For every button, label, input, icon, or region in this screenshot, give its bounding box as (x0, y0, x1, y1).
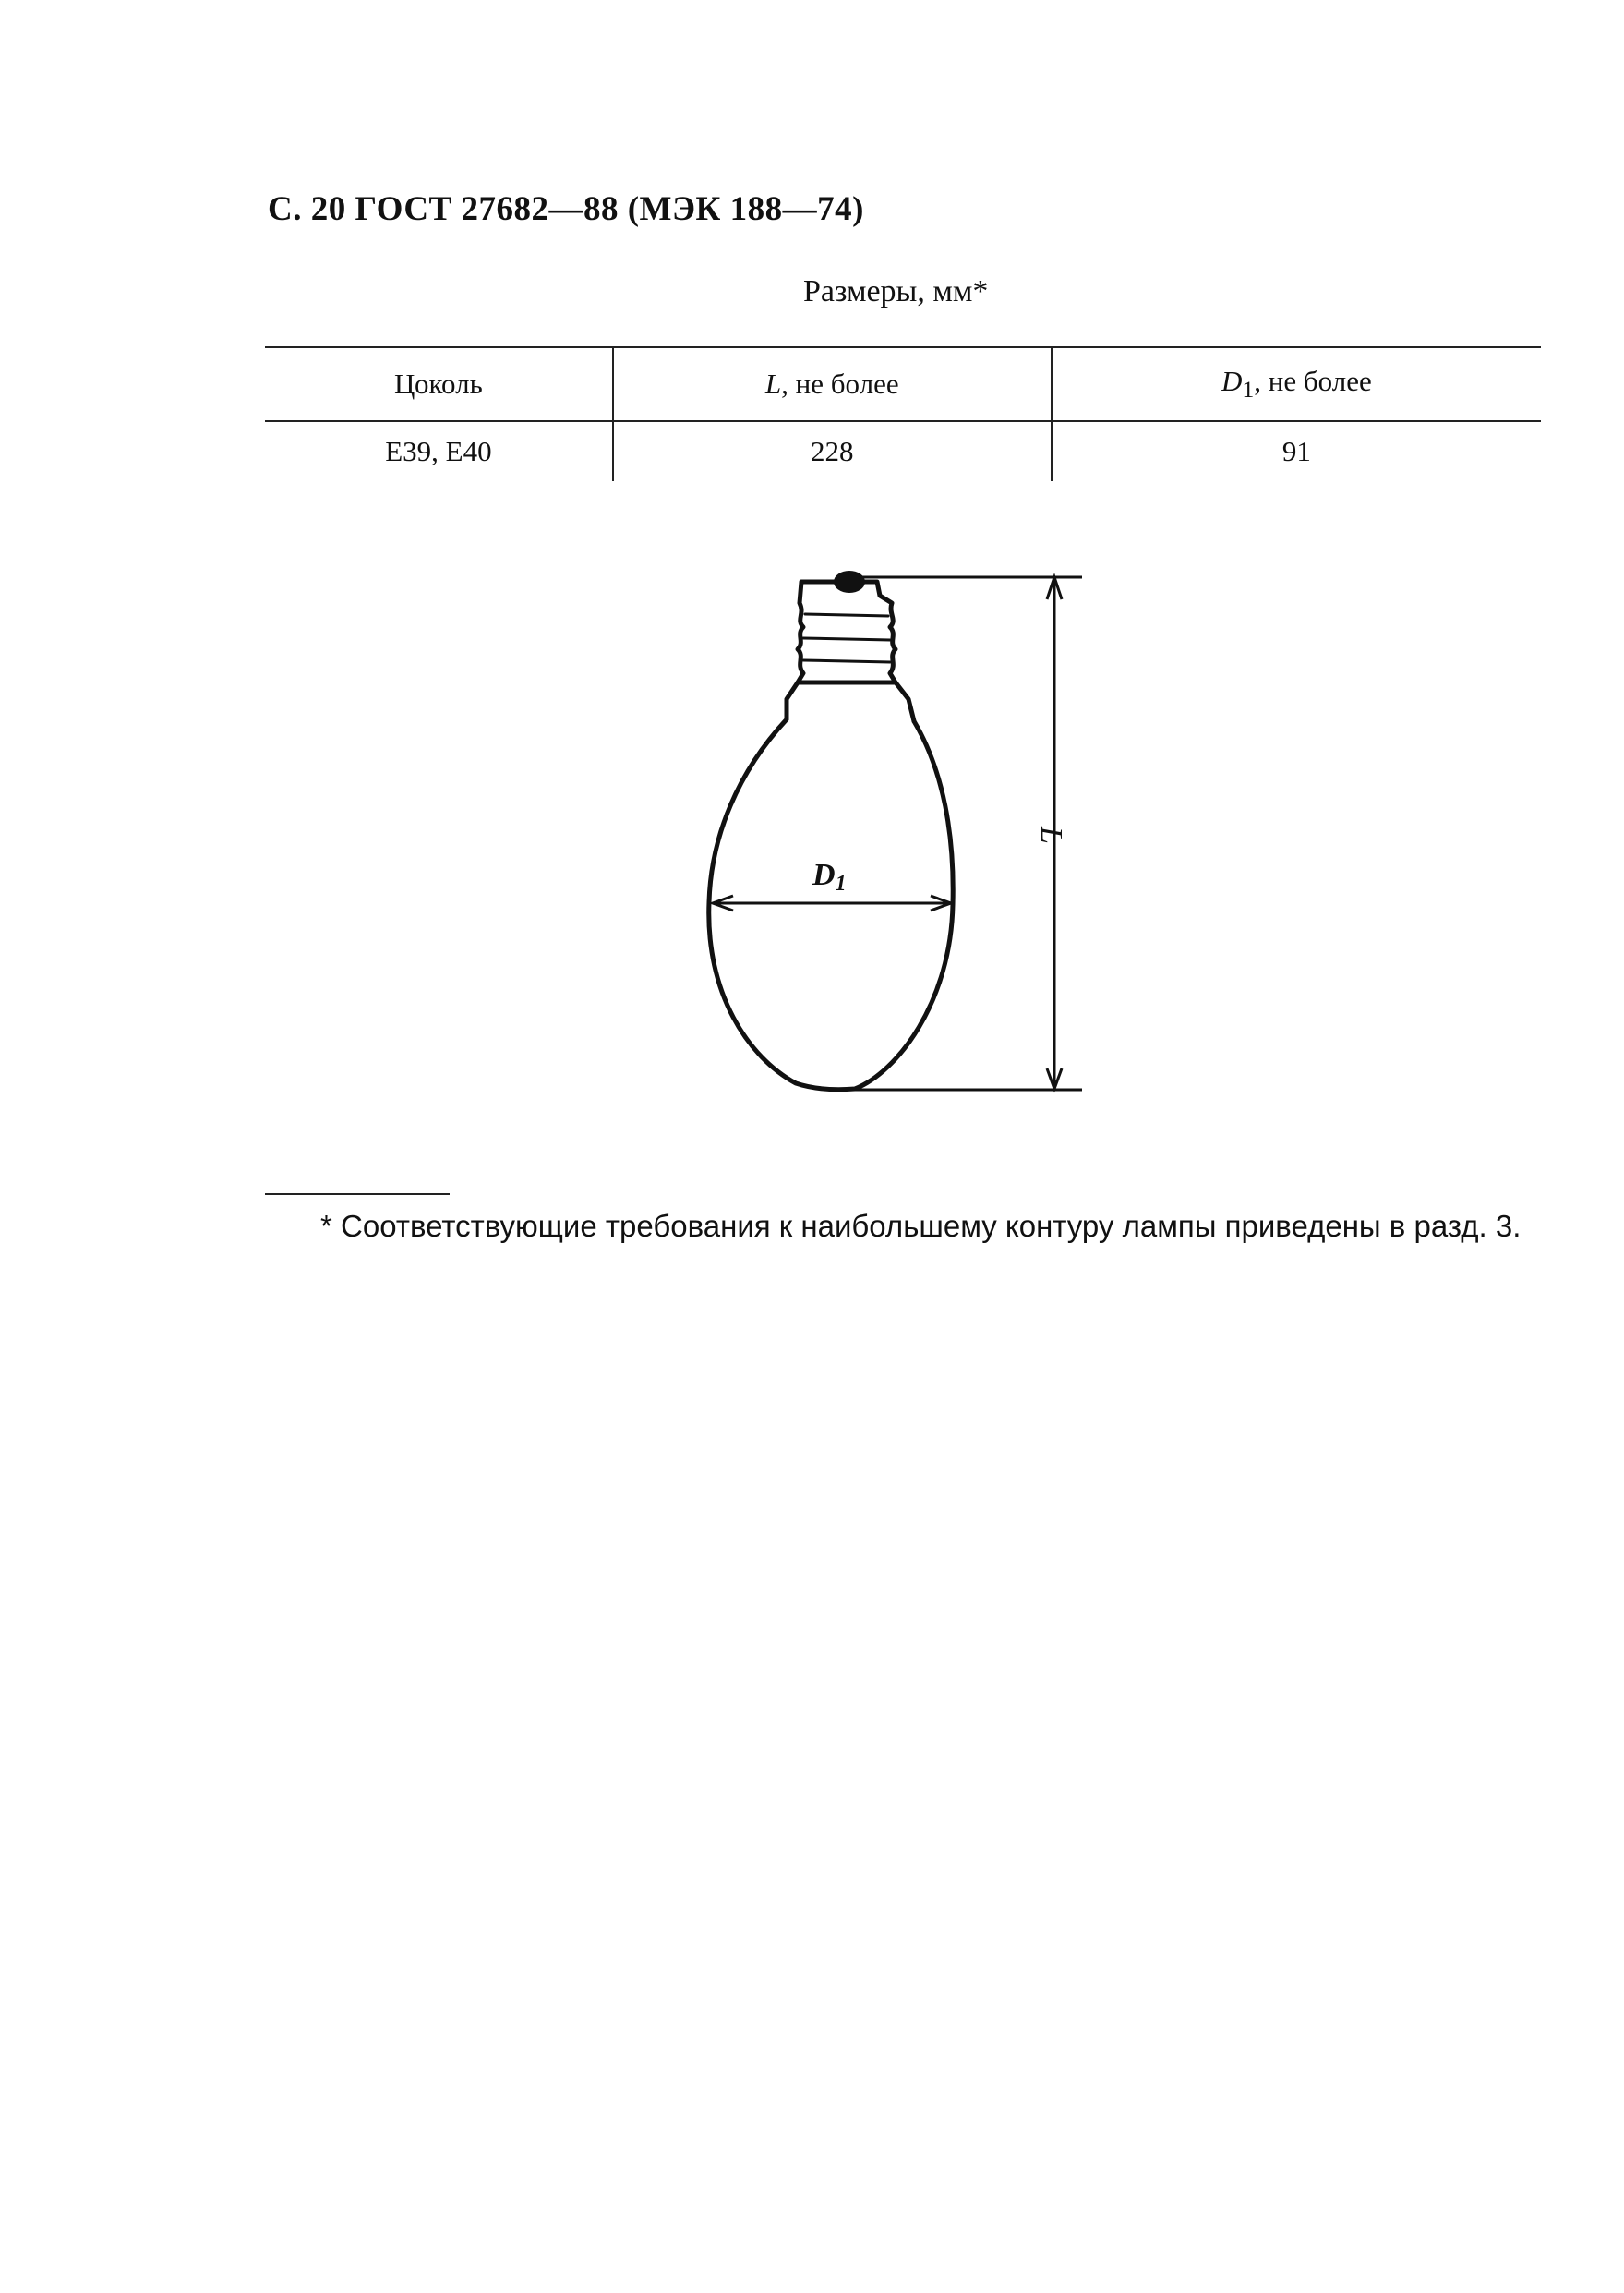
length-symbol: L (764, 368, 782, 400)
diameter-label (812, 858, 847, 896)
cell-base: E39, E40 (385, 435, 492, 467)
length-header-rest: , не более (781, 368, 899, 400)
diameter-label-symbol: D (812, 858, 836, 892)
lamp-tip (834, 571, 865, 593)
lamp-drawing (683, 559, 1099, 1131)
column-header-diameter (1052, 347, 1541, 421)
column-header-length (613, 347, 1052, 421)
cell-diameter: 91 (1052, 421, 1541, 481)
lamp-neck-outline (787, 682, 914, 721)
dimensions-table (265, 346, 1541, 481)
diameter-subscript: 1 (1242, 376, 1255, 404)
length-label: L (1034, 827, 1068, 844)
footnote: * Соответствующие требования к наибольшему контуру лампы приведены в разд. 3. (320, 1209, 1522, 1243)
footnote-divider (265, 1193, 450, 1195)
diameter-header-rest: , не более (1254, 364, 1372, 397)
table-row (265, 421, 1541, 481)
column-header-base: Цоколь (265, 347, 613, 421)
lamp-base-outline (798, 582, 896, 682)
page-header: С. 20 ГОСТ 27682—88 (МЭК 188—74) (268, 190, 864, 228)
table-header-row (265, 347, 1541, 421)
diameter-label-subscript: 1 (835, 872, 847, 896)
cell-length: 228 (613, 421, 1052, 481)
thread-lines (803, 614, 890, 662)
diameter-symbol: D (1221, 364, 1243, 397)
table-caption: Размеры, мм* (803, 274, 989, 308)
